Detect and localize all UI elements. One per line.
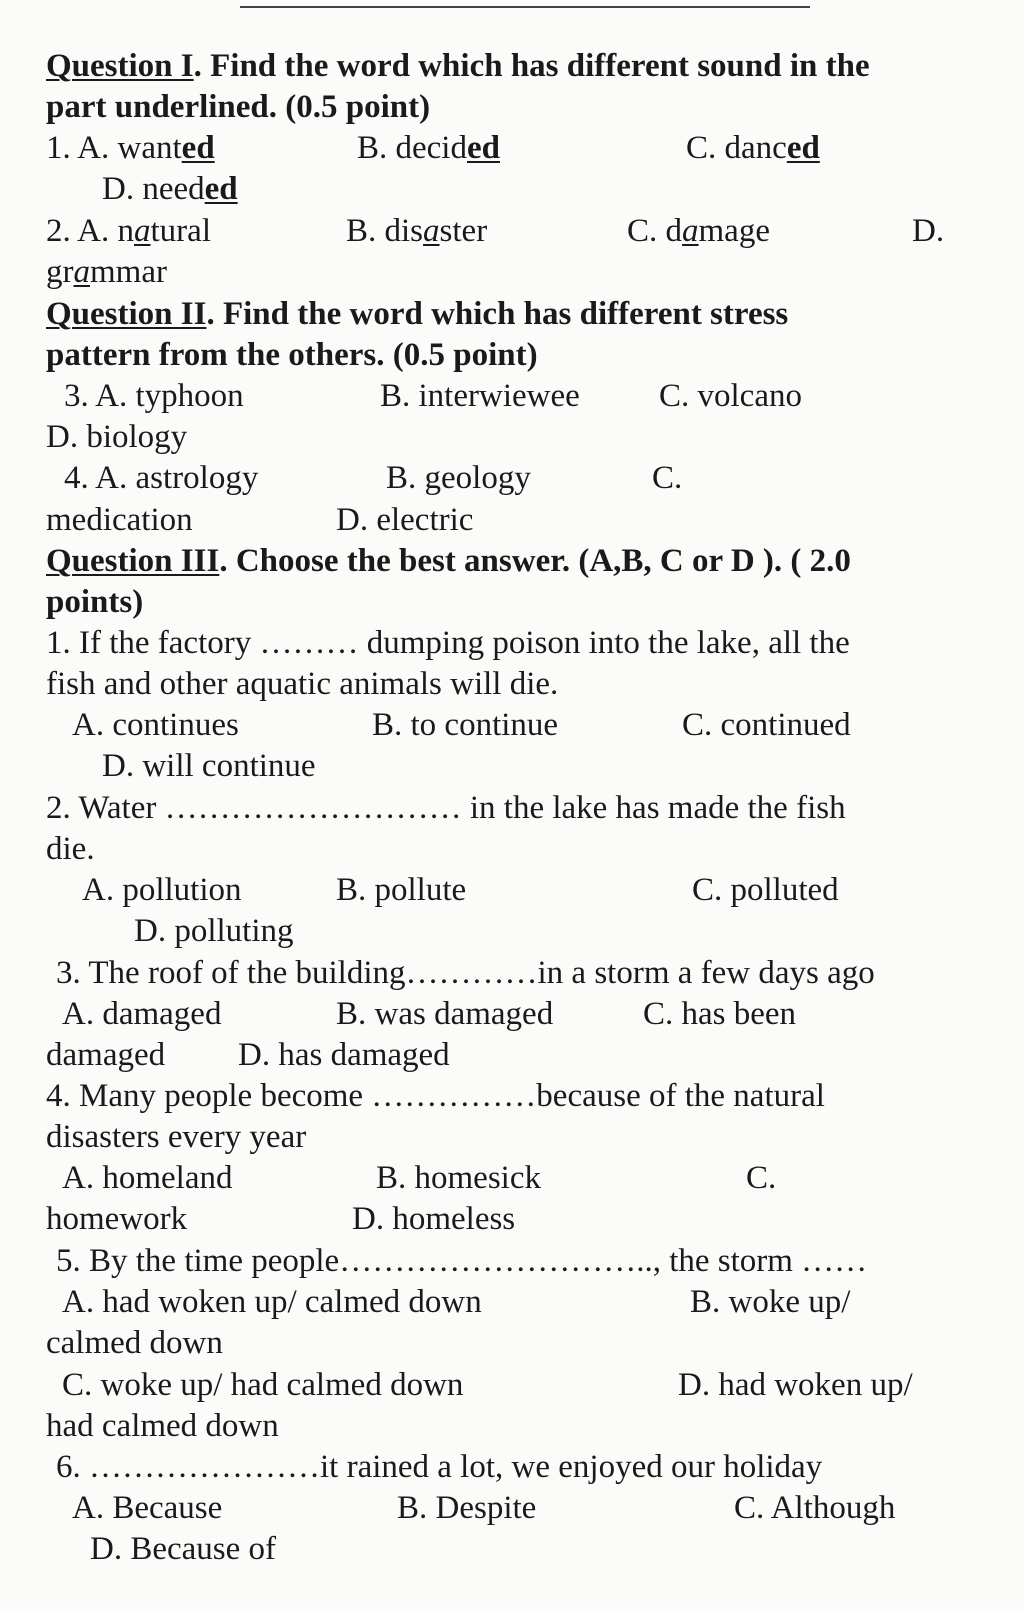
q2-heading: Question II. Find the word which has different stress <box>46 296 789 332</box>
q3-3-a: A. damaged <box>62 996 222 1032</box>
q3-4-d: D. homeless <box>352 1201 516 1237</box>
q1-1-d: D. needed <box>102 171 238 207</box>
q3-3-d: D. has damaged <box>238 1037 450 1073</box>
q1-1-b: B. decided <box>357 130 500 166</box>
q3-heading-cont: points) <box>46 584 144 620</box>
q1-2-c: C. damage <box>627 213 770 249</box>
q2-4-b: B. geology <box>386 460 531 496</box>
q3-3-stem: 3. The roof of the building…………in a storm a few days ago <box>56 955 875 991</box>
q2-4-c-cont: medication <box>46 502 193 538</box>
q1-heading-cont: part underlined. (0.5 point) <box>46 89 431 125</box>
q2-4-d: D. electric <box>336 502 474 538</box>
q3-6-a: A. Because <box>72 1490 223 1526</box>
q3-5-b-cont: calmed down <box>46 1325 223 1361</box>
q1-1-a: 1. A. wanted <box>46 130 215 166</box>
q3-5-d-cont: had calmed down <box>46 1408 279 1444</box>
top-rule <box>240 0 810 8</box>
q2-3-b: B. interwiewee <box>380 378 580 414</box>
q3-2-d: D. polluting <box>134 913 294 949</box>
q2-3-a: 3. A. typhoon <box>64 378 244 414</box>
q3-5-stem: 5. By the time people……………………….., the storm …… <box>56 1243 868 1279</box>
q2-4-a: 4. A. astrology <box>64 460 259 496</box>
q3-3-b: B. was damaged <box>336 996 554 1032</box>
q1-heading: Question I. Find the word which has different sound in the <box>46 48 870 84</box>
q3-2-stem: 2. Water ……………………… in the lake has made the fish <box>46 790 846 826</box>
q2-3-d: D. biology <box>46 419 188 455</box>
q3-1-stem: 1. If the factory ……… dumping poison into the lake, all the <box>46 625 850 661</box>
q3-1-a: A. continues <box>72 707 239 743</box>
q3-2-a: A. pollution <box>82 872 242 908</box>
q3-5-a: A. had woken up/ calmed down <box>62 1284 482 1320</box>
q1-1-c: C. danced <box>686 130 820 166</box>
q3-1-stem-cont: fish and other aquatic animals will die. <box>46 666 559 702</box>
q3-1-b: B. to continue <box>372 707 559 743</box>
q3-4-b: B. homesick <box>376 1160 541 1196</box>
q3-1-c: C. continued <box>682 707 851 743</box>
q3-1-d: D. will continue <box>102 748 316 784</box>
q3-6-d: D. Because of <box>90 1531 277 1567</box>
q3-5-d: D. had woken up/ <box>678 1367 913 1403</box>
q3-4-a: A. homeland <box>62 1160 233 1196</box>
q3-4-c-cont: homework <box>46 1201 188 1237</box>
q3-4-stem-cont: disasters every year <box>46 1119 307 1155</box>
q3-4-stem: 4. Many people become ……………because of the natural <box>46 1078 825 1114</box>
q2-4-c: C. <box>652 460 683 496</box>
q3-2-stem-cont: die. <box>46 831 95 867</box>
q1-2-a: 2. A. natural <box>46 213 211 249</box>
q1-2-d: grammar <box>46 254 167 290</box>
q3-3-c: C. has been <box>643 996 797 1032</box>
q1-2-d-label: D. <box>912 213 945 249</box>
q3-6-stem: 6. …………………it rained a lot, we enjoyed our holiday <box>56 1449 823 1485</box>
q1-2-b: B. disaster <box>346 213 488 249</box>
q3-2-c: C. polluted <box>692 872 839 908</box>
q2-heading-cont: pattern from the others. (0.5 point) <box>46 337 538 373</box>
q3-3-c-cont: damaged <box>46 1037 166 1073</box>
q3-5-c: C. woke up/ had calmed down <box>62 1367 464 1403</box>
q3-2-b: B. pollute <box>336 872 467 908</box>
q2-3-c: C. volcano <box>659 378 802 414</box>
q3-5-b: B. woke up/ <box>690 1284 851 1320</box>
q3-6-b: B. Despite <box>397 1490 537 1526</box>
q3-4-c: C. <box>746 1160 777 1196</box>
q3-heading: Question III. Choose the best answer. (A,B, C or D ). ( 2.0 <box>46 543 851 579</box>
q3-6-c: C. Although <box>734 1490 896 1526</box>
